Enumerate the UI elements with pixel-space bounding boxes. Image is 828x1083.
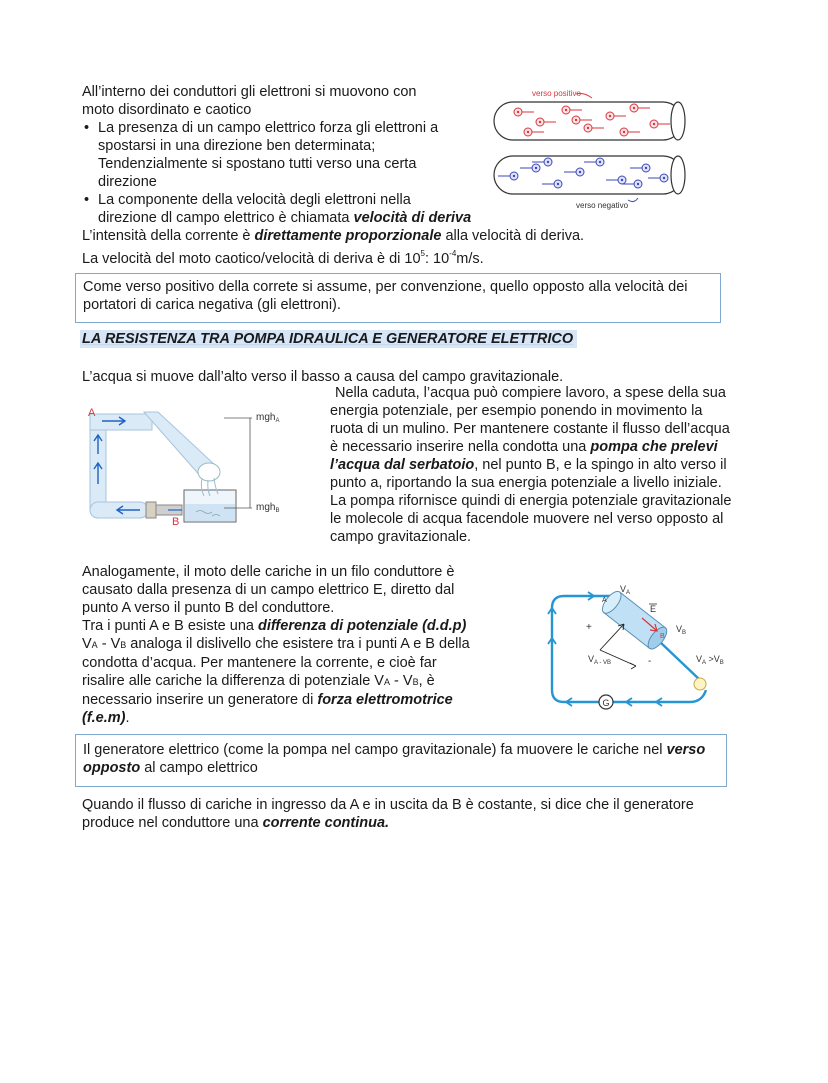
drift-velocity-term: velocità di deriva (353, 210, 472, 226)
point-a-label: A (88, 407, 96, 419)
point-a-label-circuit: A (602, 597, 607, 604)
bullet-1-line-4: direzione (98, 174, 157, 190)
generator-line-1 (83, 741, 719, 759)
section-title (80, 331, 577, 347)
generator-line-2 (83, 759, 719, 777)
charges-line-7 (82, 672, 502, 691)
charges-paragraph (82, 563, 502, 727)
intro-line-1: All’interno dei conduttori gli elettroni si muovono con (82, 84, 417, 100)
water-paragraph (330, 384, 770, 546)
conductor-cylinder (599, 588, 670, 652)
water-line-6: punto a, riportando la sua energia potenziale a livello iniziale. (330, 475, 722, 491)
bullet-2-line-1: • La componente della velocità degli elettroni nella (98, 192, 411, 208)
lamp-icon (694, 678, 706, 690)
generator-box (75, 734, 727, 787)
generator-text: Il generatore elettrico (come la pompa nel campo gravitazionale) fa muovere le cariche nel (83, 742, 667, 758)
water-line-5 (330, 456, 770, 474)
convention-line-1: Come verso positivo della correte si assume, per convenzione, quello opposto alla velocità dei (83, 279, 688, 295)
charges-line-8 (82, 691, 502, 709)
intensity-line (82, 227, 782, 245)
water-intro: L’acqua si muove dall’alto verso il basso a causa del campo gravitazionale. (82, 369, 564, 385)
mghb-label: mgh$_B$ (256, 502, 280, 514)
charges-line-7-end: , è (418, 673, 435, 689)
pump (146, 502, 156, 518)
continuous-current-emphasis: corrente continua. (262, 815, 390, 831)
conclusion-paragraph (82, 796, 782, 832)
va-greater-vb-label: $V_A >V_B$ (696, 654, 724, 666)
bullet-2-line-2 (98, 209, 502, 227)
vb-label: $V_B$ (676, 624, 687, 636)
section-title-text: LA RESISTENZA TRA POMPA IDRAULICA E GENERATORE ELETTRICO (80, 330, 577, 348)
water-line-2: energia potenziale, per esempio ponendo in movimento la (330, 403, 703, 419)
label-verso-negativo: verso negativo (576, 201, 629, 210)
conclusion-line-2 (82, 814, 782, 832)
label-verso-positivo: verso positivo (532, 89, 581, 98)
opposto-emphasis: opposto (83, 760, 141, 776)
intro-line-2: moto disordinato e caotico (82, 102, 252, 118)
charges-line-7-text: risalire alle cariche la differenza di potenziale V (82, 673, 384, 689)
charges-line-3: punto A verso il punto B del conduttore. (82, 600, 335, 616)
convention-box (75, 273, 721, 323)
bullet-2-text: direzione dl campo elettrico è chiamata (98, 210, 354, 226)
velocity-mid: : 10 (424, 251, 450, 267)
pump-emphasis-1: pompa che prelevi (590, 439, 718, 455)
velocity-exponent-1: 5 (420, 249, 425, 258)
va-symbol: V (82, 636, 92, 652)
velocity-unit: m/s. (456, 251, 484, 267)
water-pump-diagram (84, 404, 304, 529)
water-line-5-text: , nel punto B, e la spingo in alto verso il (474, 457, 727, 473)
mgha-label: mgh$_A$ (256, 412, 280, 424)
charges-line-5 (82, 635, 502, 654)
charges-line-2: causato dalla presenza di un campo elettrico E, diretto dal (82, 582, 455, 598)
potential-difference-label: $V_{A - V}B$ (588, 654, 612, 666)
velocity-text: La velocità del moto caotico/velocità di deriva è di 10 (82, 251, 421, 267)
intensity-text: L’intensità della corrente è (82, 228, 255, 244)
water-line-8: le molecole di acqua facendole muovere nel verso opposto al (330, 511, 724, 527)
va-subscript: A (91, 640, 98, 650)
verso-emphasis: verso (666, 742, 706, 758)
intro-bullet-list (82, 119, 502, 227)
e-field-label: E (650, 604, 657, 614)
bullet-1-line-2: spostarsi in una direzione ben determinata; (98, 138, 376, 154)
charges-line-4-text: Tra i punti A e B esiste una (82, 618, 258, 634)
intro-block (82, 83, 502, 227)
point-b-label-circuit: B (660, 633, 665, 640)
charges-line-4 (82, 617, 502, 635)
velocity-exponent-2: -4 (449, 249, 457, 258)
vb-subscript-2: B (412, 677, 419, 687)
va-subscript-2: A (383, 677, 390, 687)
emf-emphasis: forza elettromotrice (317, 692, 453, 708)
bullet-1-line-3: Tendenzialmente si spostano tutti verso una certa (98, 156, 417, 172)
velocity-line (82, 245, 782, 268)
bullet-electric-field (82, 119, 502, 191)
water-line-3: ruota di un mulino. Per mantenere costante il flusso dell’acqua (330, 421, 730, 437)
fem-emphasis: (f.e.m) (82, 710, 126, 726)
bullet-1-line-1: • La presenza di un campo elettrico forza gli elettroni a (98, 120, 439, 136)
water-line-1: Nella caduta, l’acqua può compiere lavoro, a spese della sua (335, 385, 726, 401)
vb-symbol: - V (97, 636, 121, 652)
water-line-4 (330, 438, 770, 456)
charges-line-9 (82, 709, 502, 727)
charges-line-8-text: necessario inserire un generatore di (82, 692, 318, 708)
water-line-9: campo gravitazionale. (330, 529, 472, 545)
charges-line-6: condotta d’acqua. Per mantenere la corrente, e cioè far (82, 655, 437, 671)
water-line-7: La pompa rifornisce quindi di energia potenziale gravitazionale (330, 493, 732, 509)
point-b-label: B (172, 516, 180, 528)
va-label: $V_A$ (620, 584, 631, 596)
conclusion-line-1: Quando il flusso di cariche in ingresso da A e in uscita da B è costante, si dice che il generatore (82, 797, 694, 813)
intensity-text-end: alla velocità di deriva. (441, 228, 585, 244)
vb-subscript: B (120, 640, 127, 650)
generator-text-end: al campo elettrico (140, 760, 258, 776)
convention-line-2: portatori di carica negativa (gli elettroni). (83, 297, 341, 313)
plus-sign: + (586, 622, 592, 633)
charges-line-1: Analogamente, il moto delle cariche in un filo conduttore è (82, 564, 455, 580)
pump-emphasis-2: l’acqua dal serbatoio (330, 457, 475, 473)
water-line-4-text: è necessario inserire nella condotta una (330, 439, 591, 455)
intensity-emphasis: direttamente proporzionale (254, 228, 442, 244)
charges-line-5-text: analoga il dislivello che esistere tra i punti A e B della (126, 636, 470, 652)
ddp-emphasis: differenza di potenziale (d.d.p) (257, 618, 467, 634)
generator-label: G (602, 698, 610, 708)
bullet-drift-velocity (82, 191, 502, 227)
conclusion-text: produce nel conduttore una (82, 815, 263, 831)
minus-sign: - (648, 656, 652, 667)
charges-line-9-end: . (125, 710, 130, 726)
circuit-diagram (540, 580, 740, 710)
vb-symbol-2: - V (390, 673, 413, 689)
conductor-electron-diagram (488, 84, 693, 214)
